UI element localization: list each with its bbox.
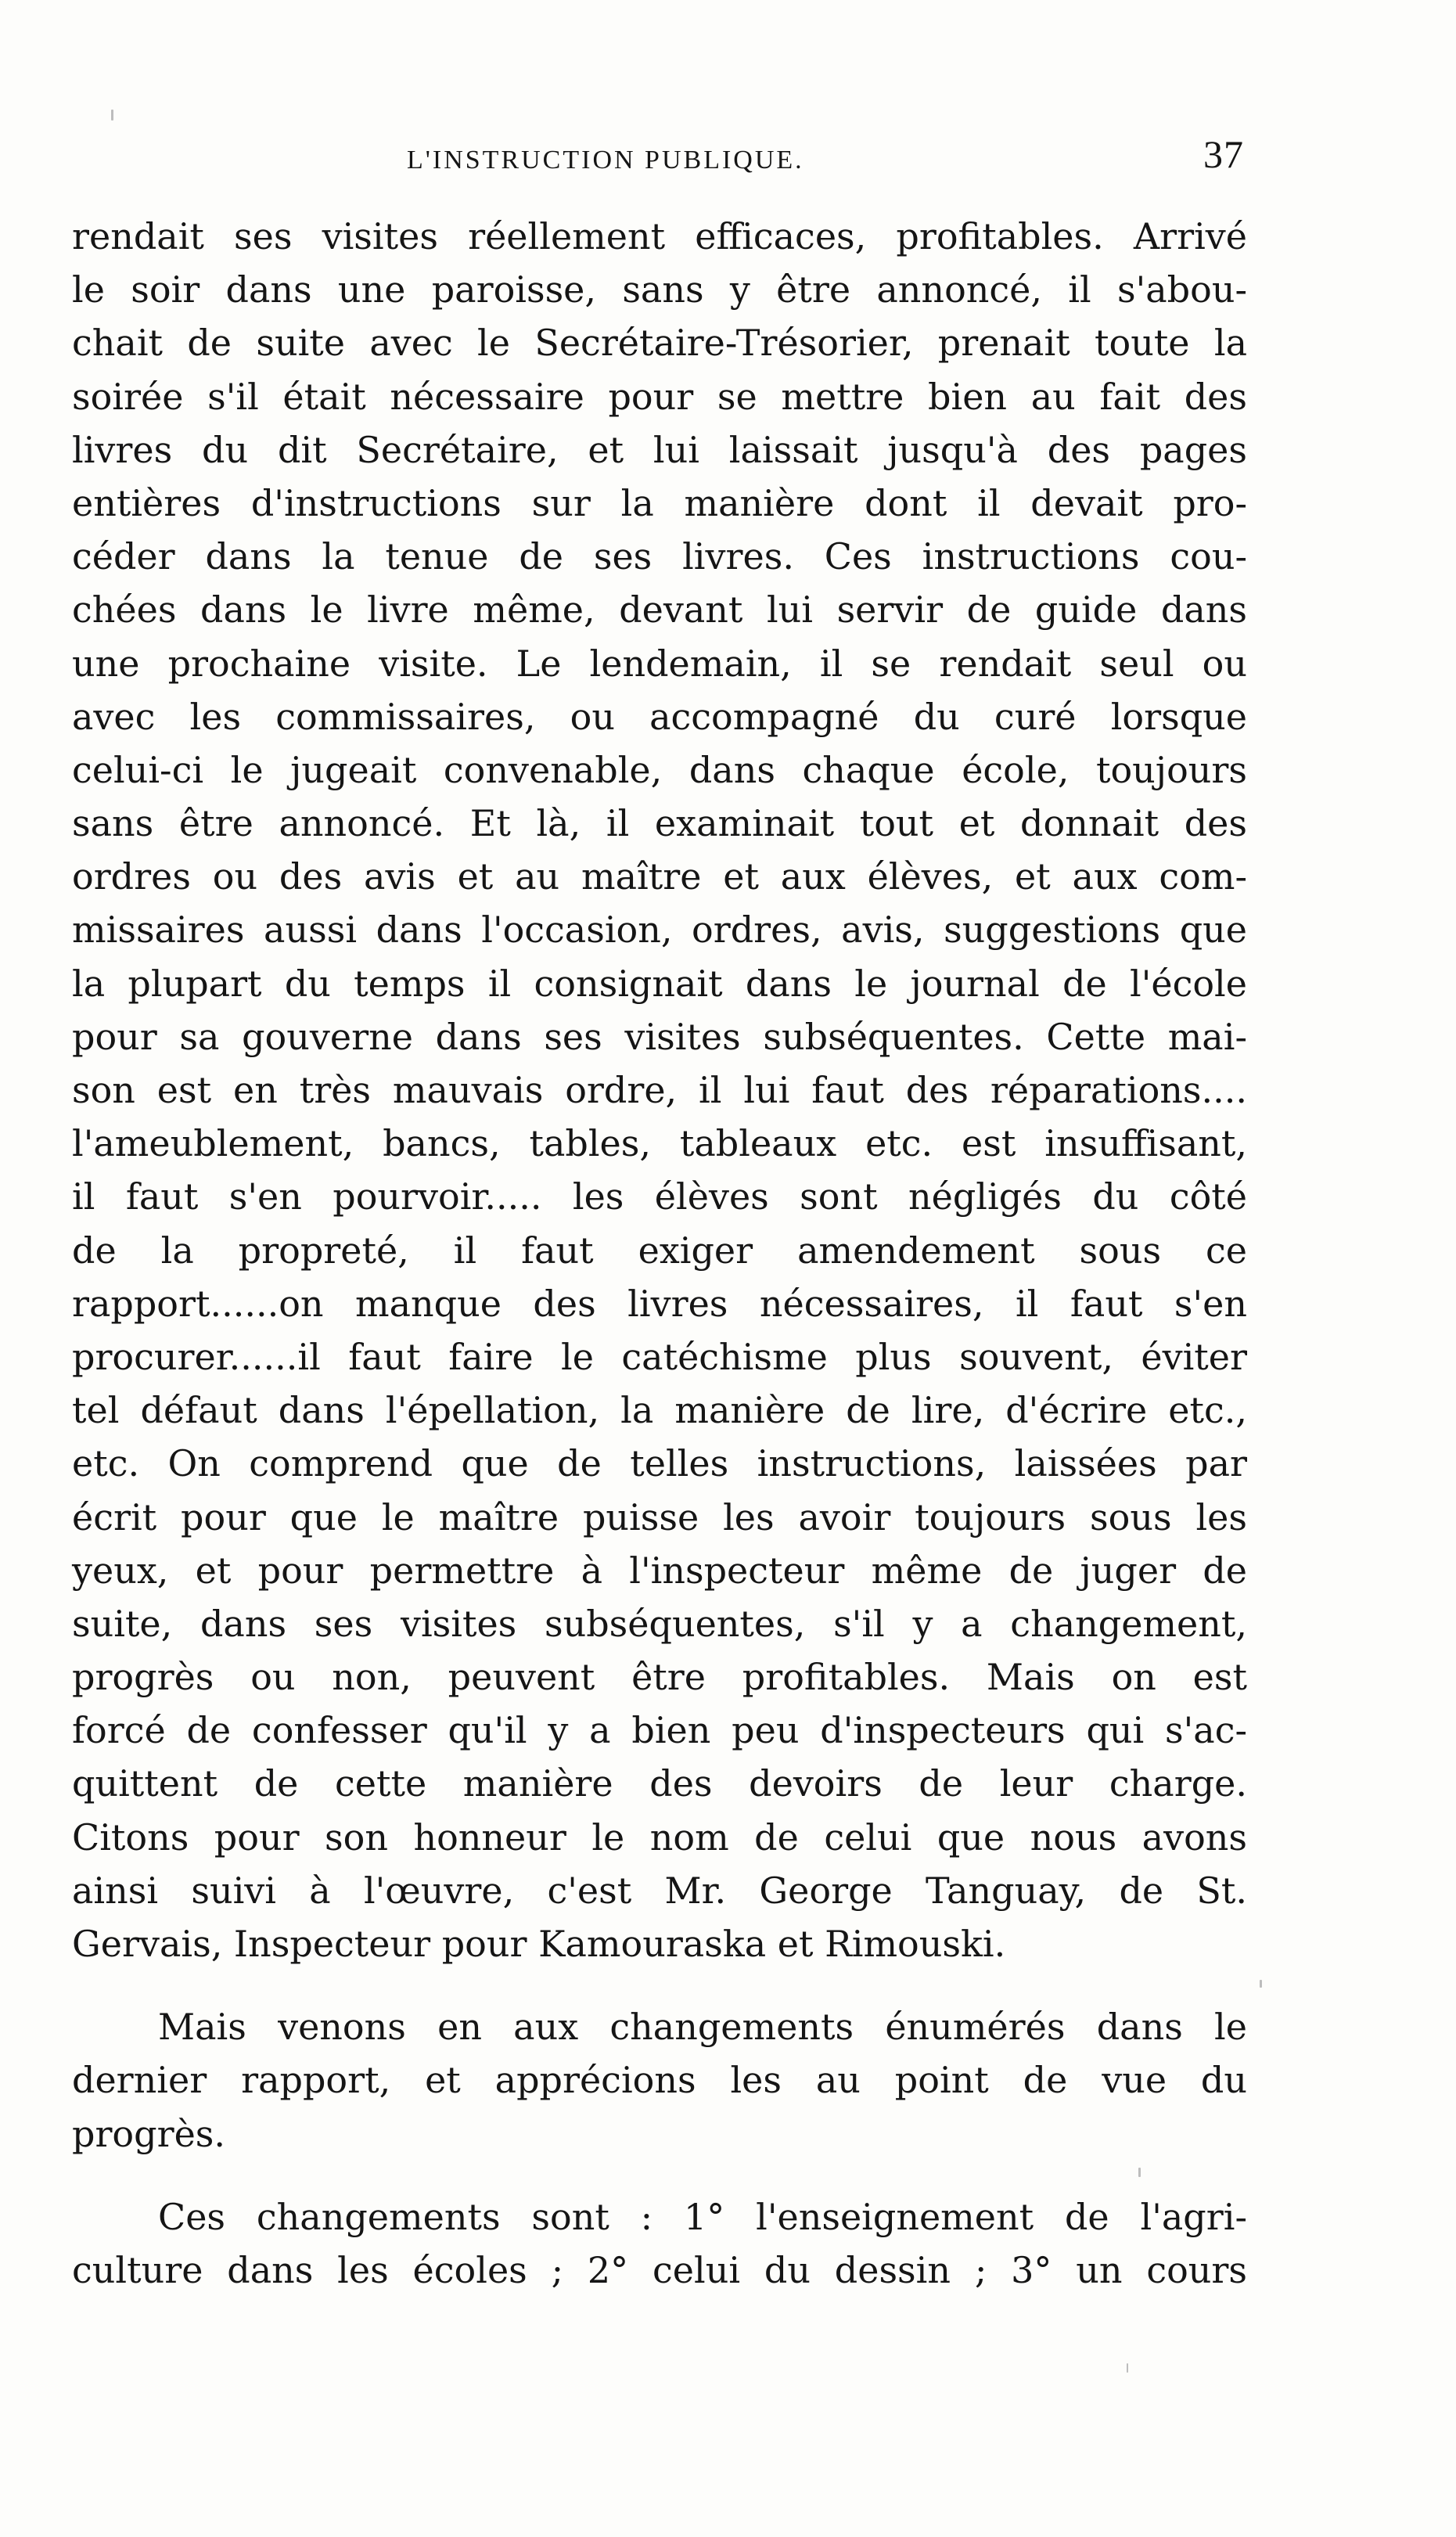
text-line: progrès ou non, peuvent être profitables. Mais on est	[72, 1656, 1247, 1699]
text-line: Mais venons en aux changements énumérés dans le	[158, 2006, 1247, 2049]
running-head	[70, 131, 1244, 194]
scan-speck	[1138, 2168, 1141, 2177]
text-line: chées dans le livre même, devant lui servir de guide dans	[72, 588, 1247, 632]
text-line: etc. On comprend que de telles instructions, laissées par	[72, 1442, 1247, 1485]
page-number: 37	[1203, 132, 1244, 176]
text-line: de la propreté, il faut exiger amendement sous ce	[72, 1229, 1247, 1272]
text-line: ordres ou des avis et au maître et aux élèves, et aux com-	[72, 855, 1247, 898]
text-line: chait de suite avec le Secrétaire-Trésorier, prenait toute la	[72, 322, 1247, 365]
text-line: la plupart du temps il consignait dans le journal de l'école	[72, 962, 1247, 1005]
paragraph-1	[72, 210, 1247, 1970]
text-line: Ces changements sont : 1° l'enseignement de l'agri-	[158, 2195, 1247, 2238]
text-line: le soir dans une paroisse, sans y être annoncé, il s'abou-	[72, 268, 1247, 311]
text-line: rendait ses visites réellement efficaces, profitables. Arrivé	[72, 215, 1247, 257]
text-line: quittent de cette manière des devoirs de leur charge.	[72, 1762, 1247, 1805]
text-line: ainsi suivi à l'œuvre, c'est Mr. George Tanguay, de St.	[72, 1869, 1247, 1912]
text-line: il faut s'en pourvoir..... les élèves sont négligés du côté	[72, 1175, 1247, 1218]
text-line: culture dans les écoles ; 2° celui du dessin ; 3° un cours	[72, 2248, 1247, 2291]
text-line: progrès.	[72, 2112, 226, 2155]
text-line: entières d'instructions sur la manière dont il devait pro-	[72, 481, 1247, 524]
text-line: Citons pour son honneur le nom de celui que nous avons	[72, 1815, 1247, 1859]
text-line: livres du dit Secrétaire, et lui laissait jusqu'à des pages	[72, 428, 1247, 471]
text-line: son est en très mauvais ordre, il lui faut des réparations....	[72, 1069, 1247, 1111]
text-line: l'ameublement, bancs, tables, tableaux etc. est insuffisant,	[72, 1122, 1247, 1165]
text-line: soirée s'il était nécessaire pour se mettre bien au fait des	[72, 375, 1247, 418]
scan-speck	[1260, 1980, 1262, 1988]
text-line: procurer......il faut faire le catéchisme plus souvent, éviter	[72, 1335, 1247, 1378]
body-text	[72, 210, 1247, 2297]
text-line: suite, dans ses visites subséquentes, s'il y a changement,	[72, 1602, 1247, 1645]
text-line: dernier rapport, et apprécions les au point de vue du	[72, 2059, 1247, 2102]
text-line: écrit pour que le maître puisse les avoir toujours sous les	[72, 1495, 1247, 1538]
paragraph-3	[72, 2190, 1247, 2297]
text-line: forcé de confesser qu'il y a bien peu d'inspecteurs qui s'ac-	[72, 1709, 1247, 1752]
scan-speck	[1127, 2363, 1128, 2373]
paragraph-2	[72, 2000, 1247, 2161]
text-line: pour sa gouverne dans ses visites subséquentes. Cette mai-	[72, 1015, 1247, 1058]
text-line: celui-ci le jugeait convenable, dans chaque école, toujours	[72, 748, 1247, 791]
text-line: une prochaine visite. Le lendemain, il se rendait seul ou	[72, 642, 1247, 685]
text-line: sans être annoncé. Et là, il examinait tout et donnait des	[72, 802, 1247, 845]
text-line: céder dans la tenue de ses livres. Ces instructions cou-	[72, 535, 1247, 578]
text-line: Gervais, Inspecteur pour Kamouraska et Rimouski.	[72, 1923, 1006, 1965]
scan-speck	[111, 110, 113, 121]
text-line: missaires aussi dans l'occasion, ordres, avis, suggestions que	[72, 909, 1247, 952]
text-line: yeux, et pour permettre à l'inspecteur même de juger de	[72, 1549, 1247, 1592]
text-line: avec les commissaires, ou accompagné du curé lorsque	[72, 695, 1247, 738]
running-title: L'INSTRUCTION PUBLIQUE.	[407, 146, 804, 175]
text-line: rapport......on manque des livres nécessaires, il faut s'en	[72, 1282, 1247, 1325]
text-line: tel défaut dans l'épellation, la manière de lire, d'écrire etc.,	[72, 1389, 1247, 1432]
